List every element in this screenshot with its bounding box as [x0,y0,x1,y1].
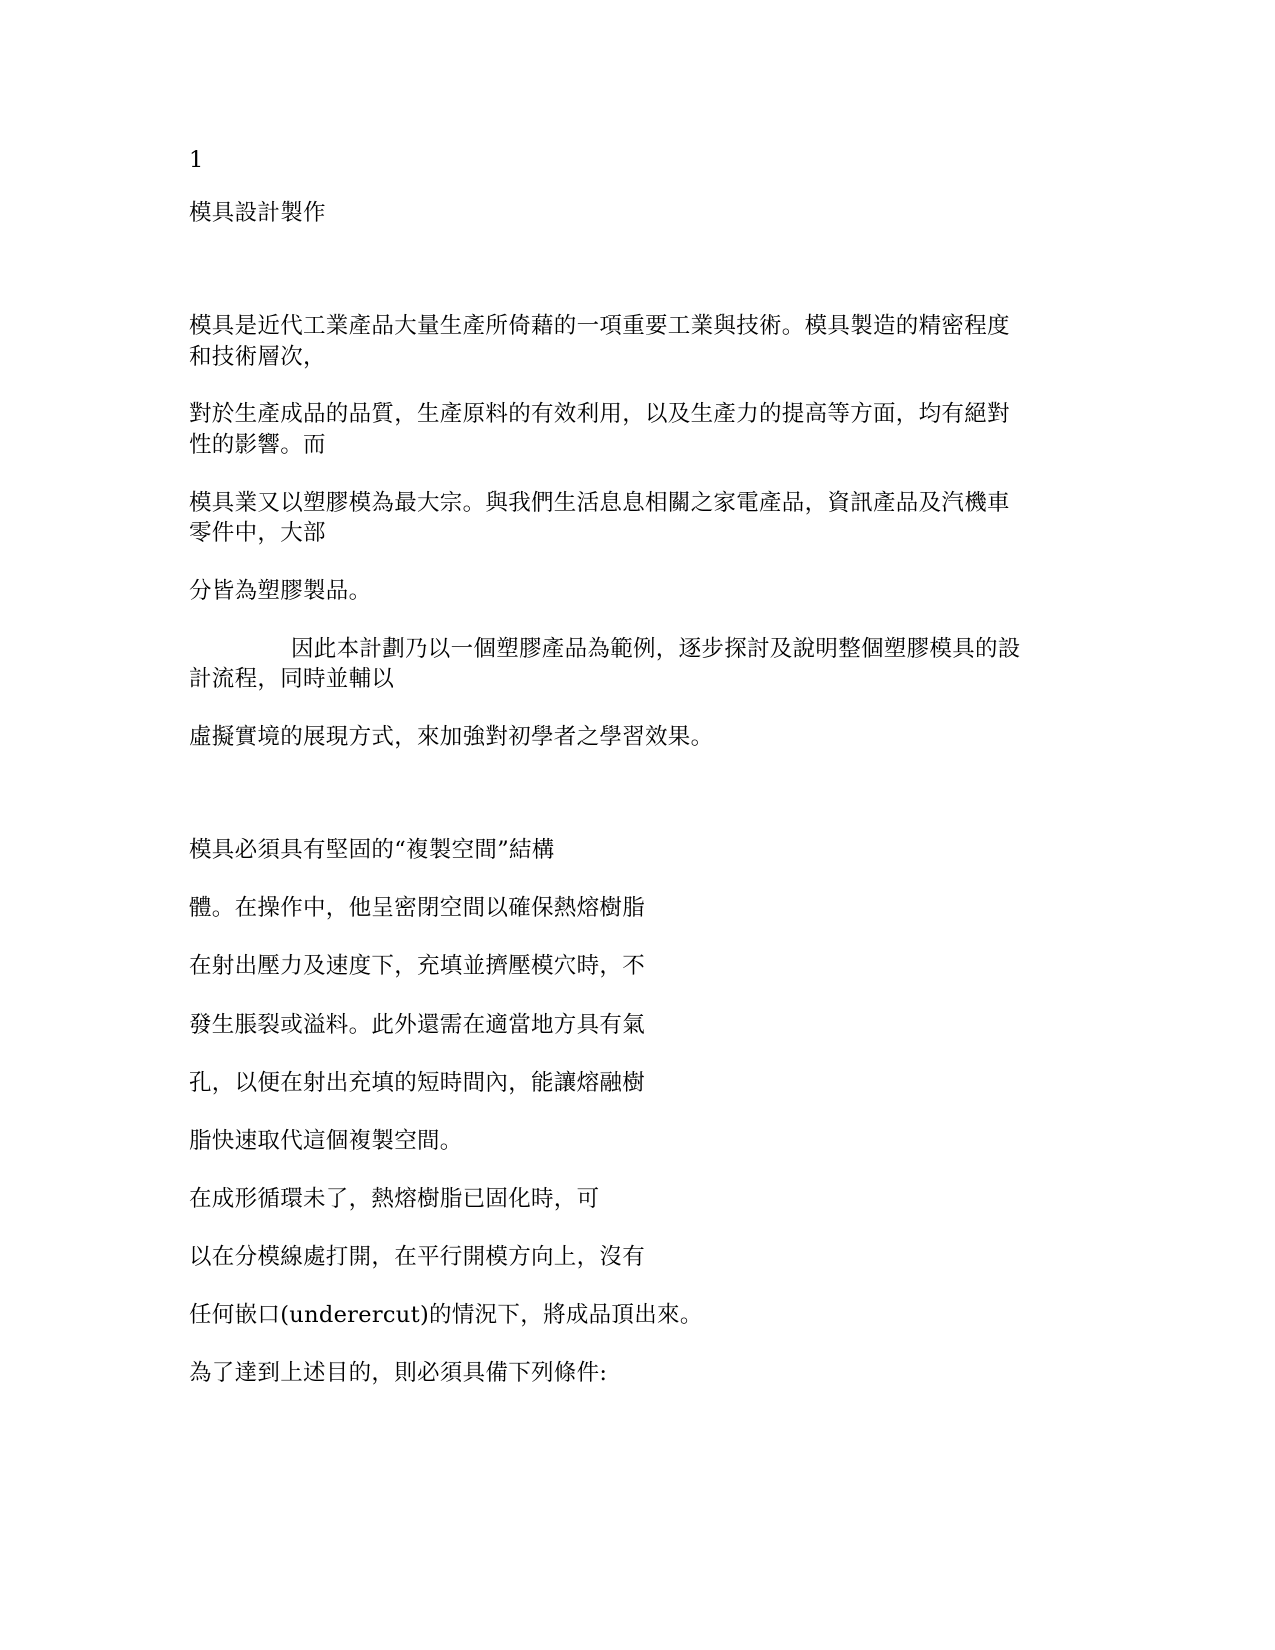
paragraph-line: 和技術層次， [189,344,326,370]
section-line: 孔，以便在射出充填的短時間內，能讓熔融樹 [189,1070,646,1096]
section-line: 在成形循環未了，熱熔樹脂已固化時，可 [189,1186,600,1212]
section-line: 在射出壓力及速度下，充填並擠壓模穴時，不 [189,953,646,979]
paragraph-line: 模具是近代工業產品大量生產所倚藉的一項重要工業與技術。模具製造的精密程度 [189,313,1010,339]
section-line: 以在分模線處打開，在平行開模方向上，沒有 [189,1244,646,1270]
document-title: 模具設計製作 [189,200,326,226]
section-line: 脂快速取代這個複製空間。 [189,1128,463,1154]
section-line: 為了達到上述目的，則必須具備下列條件: [189,1360,608,1386]
section-line: 模具必須具有堅固的“複製空間”結構 [189,837,555,863]
paragraph-line: 零件中，大部 [189,520,326,546]
section-line: 體。在操作中，他呈密閉空間以確保熱熔樹脂 [189,895,646,921]
paragraph-line: 性的影響。而 [189,432,326,458]
paragraph-line: 對於生產成品的品質，生產原料的有效利用，以及生產力的提高等方面，均有絕對 [189,401,1010,427]
paragraph-line: 虛擬實境的展現方式，來加強對初學者之學習效果。 [189,724,714,750]
section-line: 任何嵌口(underercut)的情況下，將成品頂出來。 [189,1302,703,1328]
paragraph-line: 分皆為塑膠製品。 [189,578,372,604]
paragraph-line: 模具業又以塑膠模為最大宗。與我們生活息息相關之家電產品，資訊產品及汽機車 [189,490,1010,516]
paragraph-line: 計流程，同時並輔以 [189,666,395,692]
section-line: 發生脹裂或溢料。此外還需在適當地方具有氣 [189,1012,646,1038]
paragraph-line: 因此本計劃乃以一個塑膠產品為範例，逐步探討及說明整個塑膠模具的設 [291,636,1021,662]
page-number: 1 [189,147,204,173]
